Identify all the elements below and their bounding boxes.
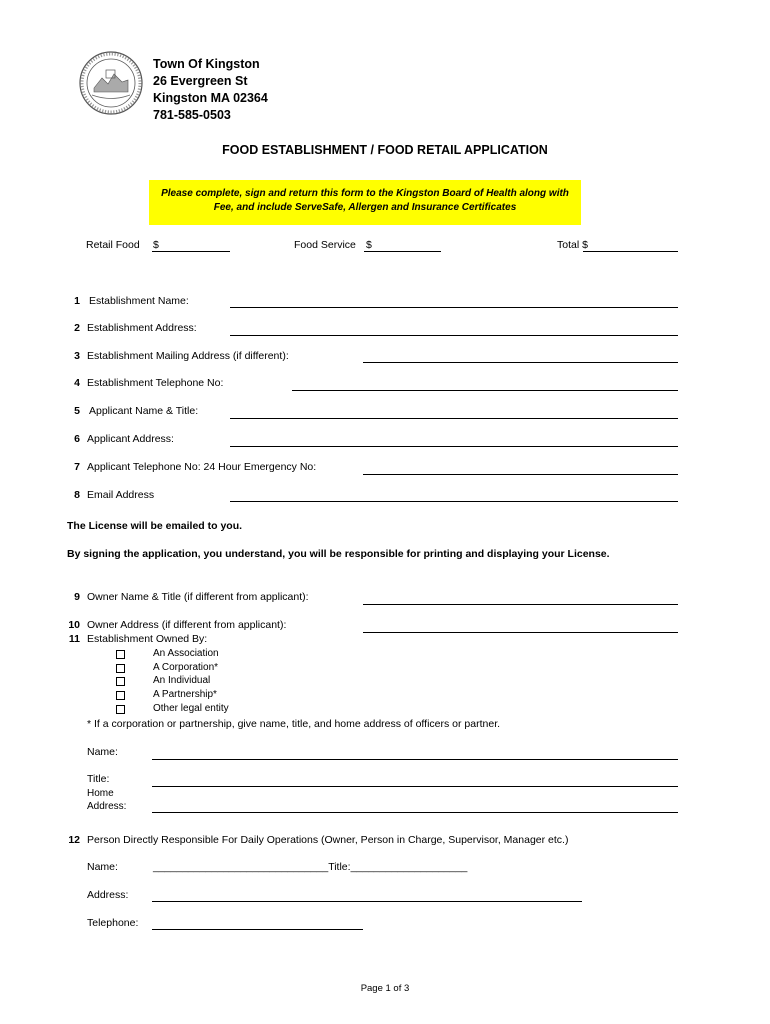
food-service-currency: $ — [366, 239, 372, 251]
total-input[interactable] — [583, 251, 678, 252]
owner-address-label: Owner Address (if different from applicant): — [87, 619, 287, 631]
retail-food-input[interactable] — [152, 251, 230, 252]
association-checkbox[interactable] — [116, 650, 125, 659]
food-service-label: Food Service — [294, 239, 356, 251]
applicant-telephone-input[interactable] — [363, 474, 678, 475]
retail-food-label: Retail Food — [86, 239, 140, 251]
partnership-checkbox[interactable] — [116, 691, 125, 700]
officer-address-label: Address: — [87, 801, 127, 812]
individual-option-label: An Individual — [153, 675, 211, 686]
establishment-telephone-label: Establishment Telephone No: — [87, 377, 224, 389]
town-street: 26 Evergreen St — [153, 74, 248, 88]
applicant-address-input[interactable] — [230, 446, 678, 447]
email-address-input[interactable] — [230, 501, 678, 502]
applicant-name-label: Applicant Name & Title: — [89, 405, 199, 417]
mailing-address-label: Establishment Mailing Address (if different): — [87, 350, 289, 362]
field-number: 3 — [74, 350, 80, 362]
establishment-address-input[interactable] — [230, 335, 678, 336]
other-entity-checkbox[interactable] — [116, 705, 125, 714]
food-service-input[interactable] — [364, 251, 441, 252]
field-number: 9 — [74, 591, 80, 603]
establishment-name-label: Establishment Name: — [89, 295, 189, 307]
establishment-address-label: Establishment Address: — [87, 322, 197, 334]
responsible-address-label: Address: — [87, 889, 129, 901]
total-label: Total $ — [557, 239, 588, 251]
responsible-title-label: Title: — [328, 861, 351, 873]
owner-address-input[interactable] — [363, 632, 678, 633]
owner-name-label: Owner Name & Title (if different from applicant): — [87, 591, 309, 603]
instructions-box — [149, 180, 581, 225]
field-number: 4 — [74, 377, 80, 389]
field-number: 2 — [74, 322, 80, 334]
officer-title-label: Title: — [87, 773, 110, 785]
town-seal-icon — [78, 50, 144, 116]
field-number: 1 — [74, 295, 80, 307]
field-number: 8 — [74, 489, 80, 501]
officer-home-address-input[interactable] — [152, 812, 678, 813]
responsible-telephone-input[interactable] — [152, 929, 363, 930]
establishment-name-input[interactable] — [230, 307, 678, 308]
town-city: Kingston MA 02364 — [153, 91, 268, 105]
responsible-person-label: Person Directly Responsible For Daily Operations (Owner, Person in Charge, Supervisor, Manager etc.) — [87, 834, 569, 846]
town-name: Town Of Kingston — [153, 57, 260, 71]
individual-checkbox[interactable] — [116, 677, 125, 686]
responsible-name-label: Name: — [87, 861, 118, 873]
instructions-line-2: Fee, and include ServeSafe, Allergen and Insurance Certificates — [213, 202, 517, 213]
field-number: 10 — [68, 619, 80, 631]
responsible-name-blank[interactable]: ______________________________ — [153, 861, 329, 873]
association-option-label: An Association — [153, 648, 219, 659]
corporation-checkbox[interactable] — [116, 664, 125, 673]
town-phone: 781-585-0503 — [153, 108, 231, 122]
page-number: Page 1 of 3 — [360, 983, 410, 994]
responsible-name-input[interactable] — [153, 861, 467, 873]
field-number: 7 — [74, 461, 80, 473]
field-number: 12 — [68, 834, 80, 846]
owner-name-input[interactable] — [363, 604, 678, 605]
applicant-name-input[interactable] — [230, 418, 678, 419]
other-entity-option-label: Other legal entity — [153, 703, 229, 714]
officer-name-input[interactable] — [152, 759, 678, 760]
signing-notice: By signing the application, you understand, you will be responsible for printing and displaying your License. — [67, 548, 610, 560]
officer-name-label: Name: — [87, 746, 118, 758]
town-address — [153, 56, 268, 124]
officer-title-input[interactable] — [152, 786, 678, 787]
field-number: 5 — [74, 405, 80, 417]
retail-food-currency: $ — [153, 239, 159, 251]
instructions-line-1: Please complete, sign and return this form to the Kingston Board of Health along with — [161, 188, 569, 199]
email-address-label: Email Address — [87, 489, 155, 501]
responsible-title-blank[interactable]: ____________________ — [350, 861, 468, 873]
form-title: FOOD ESTABLISHMENT / FOOD RETAIL APPLICATION — [222, 143, 548, 157]
corporation-option-label: A Corporation* — [153, 662, 219, 673]
responsible-address-input[interactable] — [152, 901, 582, 902]
establishment-telephone-input[interactable] — [292, 390, 678, 391]
responsible-telephone-label: Telephone: — [87, 917, 139, 929]
officers-footnote: * If a corporation or partnership, give name, title, and home address of officers or partner. — [87, 718, 501, 730]
owned-by-label: Establishment Owned By: — [87, 633, 208, 645]
field-number: 6 — [74, 433, 80, 445]
officer-home-label: Home — [87, 788, 114, 799]
applicant-address-label: Applicant Address: — [87, 433, 174, 445]
license-emailed-notice: The License will be emailed to you. — [67, 520, 243, 532]
field-number: 11 — [68, 633, 80, 645]
mailing-address-input[interactable] — [363, 362, 678, 363]
applicant-telephone-label: Applicant Telephone No: 24 Hour Emergency No: — [87, 461, 317, 473]
partnership-option-label: A Partnership* — [153, 689, 217, 700]
